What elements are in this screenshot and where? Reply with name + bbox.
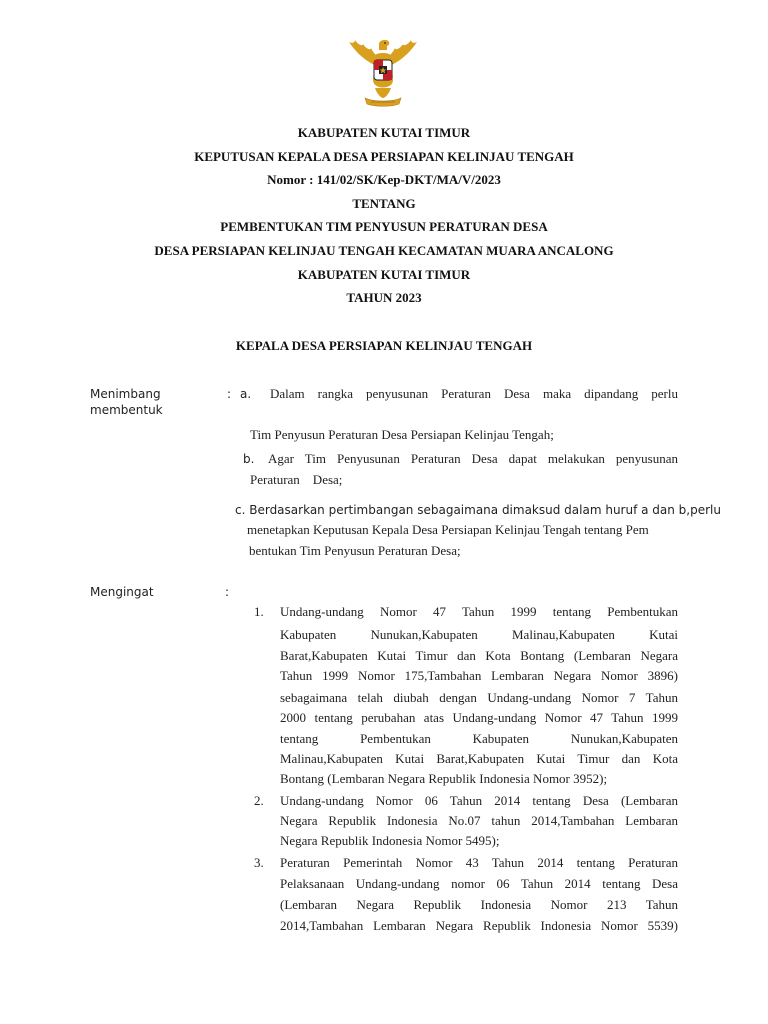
regency-heading: KABUPATEN KUTAI TIMUR <box>297 125 471 140</box>
legal-basis-line: tentang Pembentukan Kabupaten Nunukan,Kabupaten <box>280 731 678 746</box>
point-a-line-2: Tim Penyusun Peraturan Desa Persiapan Kelinjau Tengah; <box>250 427 554 442</box>
point-c-line-1: c. Berdasarkan pertimbangan sebagaimana dimaksud dalam huruf a dan b,perlu <box>235 503 721 517</box>
point-c-line-2: menetapkan Keputusan Kepala Desa Persiapan Kelinjau Tengah tentang Pem <box>247 522 649 537</box>
legal-basis-line: Malinau,Kabupaten Kutai Barat,Kabupaten Kutai Timur dan Kota <box>280 751 678 766</box>
legal-basis-line: Undang-undang Nomor 06 Tahun 2014 tentang Desa (Lembaran <box>280 793 678 808</box>
subject-line-2: DESA PERSIAPAN KELINJAU TENGAH KECAMATAN MUARA ANCALONG <box>154 243 614 258</box>
decree-number: Nomor : 141/02/SK/Kep-DKT/MA/V/2023 <box>267 172 501 187</box>
issuer-heading: KEPALA DESA PERSIAPAN KELINJAU TENGAH <box>235 338 533 353</box>
legal-basis-number: 1. <box>254 604 264 619</box>
mengingat-colon: : <box>225 585 230 599</box>
subject-line-1: PEMBENTUKAN TIM PENYUSUN PERATURAN DESA <box>220 219 548 234</box>
year-heading: TAHUN 2023 <box>346 290 422 305</box>
point-c-line-3: bentukan Tim Penyusun Peraturan Desa; <box>249 543 461 558</box>
about-heading: TENTANG <box>352 196 416 211</box>
legal-basis-number: 2. <box>254 793 264 808</box>
legal-basis-line: (Lembaran Negara Republik Indonesia Nomor 213 Tahun <box>280 897 678 912</box>
legal-basis-line: Negara Republik Indonesia Nomor 5495); <box>280 833 500 848</box>
membentuk-label: membentuk <box>90 403 163 417</box>
point-b-marker: b. <box>243 452 255 466</box>
menimbang-label: Menimbang <box>90 387 161 401</box>
garuda-emblem-icon <box>343 36 423 108</box>
point-b-line-2: Peraturan Desa; <box>250 472 343 487</box>
legal-basis-number: 3. <box>254 855 264 870</box>
legal-basis-line: Negara Republik Indonesia No.07 tahun 2014,Tambahan Lembaran <box>280 813 678 828</box>
legal-basis-line: Pelaksanaan Undang-undang nomor 06 Tahun 2014 tentang Desa <box>280 876 678 891</box>
legal-basis-line: sebagaimana telah diubah dengan Undang-undang Nomor 7 Tahun <box>280 690 678 705</box>
point-a-line-1: Dalam rangka penyusunan Peraturan Desa maka dipandang perlu <box>270 386 678 401</box>
legal-basis-line: Barat,Kabupaten Kutai Timur dan Kota Bontang (Lembaran Negara <box>280 648 678 663</box>
legal-basis-line: 2000 tentang perubahan atas Undang-undang Nomor 47 Tahun 1999 <box>280 710 678 725</box>
mengingat-label: Mengingat <box>90 585 154 599</box>
point-a-marker: a. <box>240 387 252 401</box>
legal-basis-line: Kabupaten Nunukan,Kabupaten Malinau,Kabupaten Kutai <box>280 627 678 642</box>
legal-basis-line: Bontang (Lembaran Negara Republik Indonesia Nomor 3952); <box>280 771 608 786</box>
legal-basis-line: Peraturan Pemerintah Nomor 43 Tahun 2014 tentang Peraturan <box>280 855 678 870</box>
legal-basis-line: Undang-undang Nomor 47 Tahun 1999 tentang Pembentukan <box>280 604 678 619</box>
legal-basis-line: 2014,Tambahan Lembaran Negara Republik Indonesia Nomor 5539) <box>280 918 678 933</box>
legal-basis-line: Tahun 1999 Nomor 175,Tambahan Lembaran Negara Nomor 3896) <box>280 668 678 683</box>
subject-line-3: KABUPATEN KUTAI TIMUR <box>297 267 471 282</box>
decree-title: KEPUTUSAN KEPALA DESA PERSIAPAN KELINJAU TENGAH <box>194 149 574 164</box>
point-b-line-1: Agar Tim Penyusunan Peraturan Desa dapat melakukan penyusunan <box>268 451 678 466</box>
menimbang-colon: : <box>227 387 232 401</box>
